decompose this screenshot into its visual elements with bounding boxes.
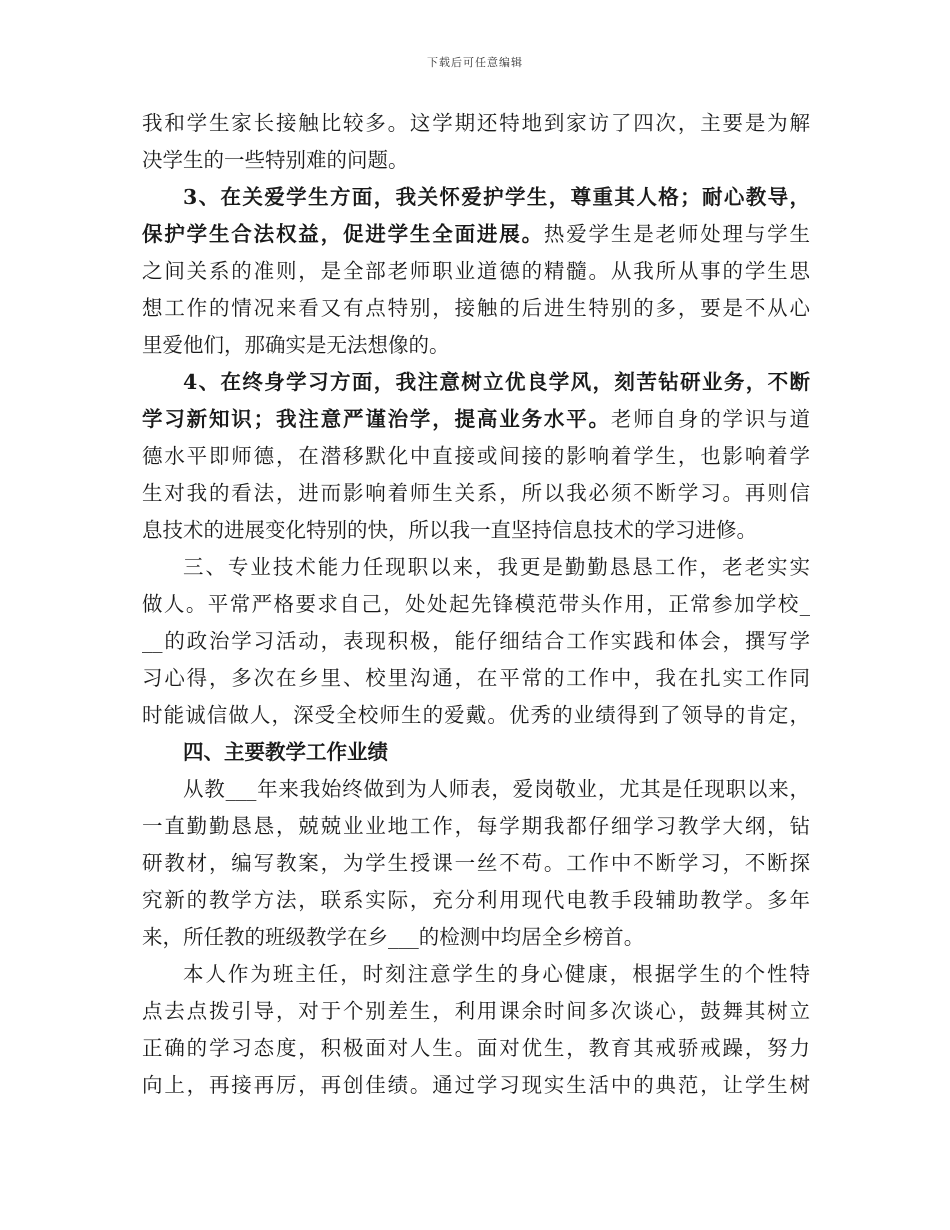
text-line: 里爱他们，那确实是无法想像的。 xyxy=(142,333,450,357)
text-line: 息技术的进展变化特别的快，所以我一直坚持信息技术的学习进修。 xyxy=(142,518,757,542)
text-line: 决学生的一些特别难的问题。 xyxy=(142,148,409,172)
bold-item-heading-3: 3、在关爱学生方面，我关怀爱护学生，尊重其人格；耐心教导， xyxy=(183,185,810,209)
text-line: 学习新知识；我注意严谨治学，提高业务水平。老师自身的学识与道 xyxy=(142,407,811,431)
document-body xyxy=(142,105,810,1104)
paragraph-start: 本人作为班主任，时刻注意学生的身心健康，根据学生的个性特 xyxy=(183,962,810,986)
section-four-heading: 四、主要教学工作业绩 xyxy=(183,740,388,764)
section-three-paragraph: 三、专业技术能力任现职以来，我更是勤勤恳恳工作，老老实实 xyxy=(183,555,810,579)
text-line: 研教材，编写教案，为学生授课一丝不苟。工作中不断学习，不断探 xyxy=(142,851,810,875)
text-line: 点去点拨引导，对于个别差生，利用课余时间多次谈心，鼓舞其树立 xyxy=(142,999,810,1023)
bold-item-heading-4: 4、在终身学习方面，我注意树立优良学风，刻苦钻研业务，不断 xyxy=(183,370,810,394)
text-line: 一直勤勤恳恳，兢兢业业地工作，每学期我都仔细学习教学大纲，钻 xyxy=(142,814,810,838)
page-header-note: 下载后可任意编辑 xyxy=(427,56,523,69)
text-line: 做人。平常严格要求自己，处处起先锋模范带头作用，正常参加学校_ xyxy=(142,592,810,616)
text-line: 向上，再接再厉，再创佳绩。通过学习现实生活中的典范，让学生树 xyxy=(142,1073,810,1097)
text-line: 想工作的情况来看又有点特别，接触的后进生特别的多，要是不从心 xyxy=(142,296,810,320)
text-line: 究新的教学方法，联系实际，充分利用现代电教手段辅助教学。多年 xyxy=(142,888,810,912)
text-line: 正确的学习态度，积极面对人生。面对优生，教育其戒骄戒躁，努力 xyxy=(142,1036,810,1060)
text-line: 我和学生家长接触比较多。这学期还特地到家访了四次，主要是为解 xyxy=(142,111,810,135)
paragraph-start: 从教___年来我始终做到为人师表，爱岗敬业，尤其是任现职以来， xyxy=(183,777,810,801)
text-line: 习心得，多次在乡里、校里沟通，在平常的工作中，我在扎实工作同 xyxy=(142,666,810,690)
text-line: 保护学生合法权益，促进学生全面进展。热爱学生是老师处理与学生 xyxy=(142,222,811,246)
text-line: 时能诚信做人，深受全校师生的爱戴。优秀的业绩得到了领导的肯定， xyxy=(142,703,810,727)
text-line: __的政治学习活动，表现积极，能仔细结合工作实践和体会，撰写学 xyxy=(142,629,810,653)
text-line: 来，所任教的班级教学在乡___的检测中均居全乡榜首。 xyxy=(142,925,645,949)
text-line: 德水平即师德，在潜移默化中直接或间接的影响着学生，也影响着学 xyxy=(142,444,810,468)
text-line: 生对我的看法，进而影响着师生关系，所以我必须不断学习。再则信 xyxy=(142,481,810,505)
text-line: 之间关系的准则，是全部老师职业道德的精髓。从我所从事的学生思 xyxy=(142,259,810,283)
